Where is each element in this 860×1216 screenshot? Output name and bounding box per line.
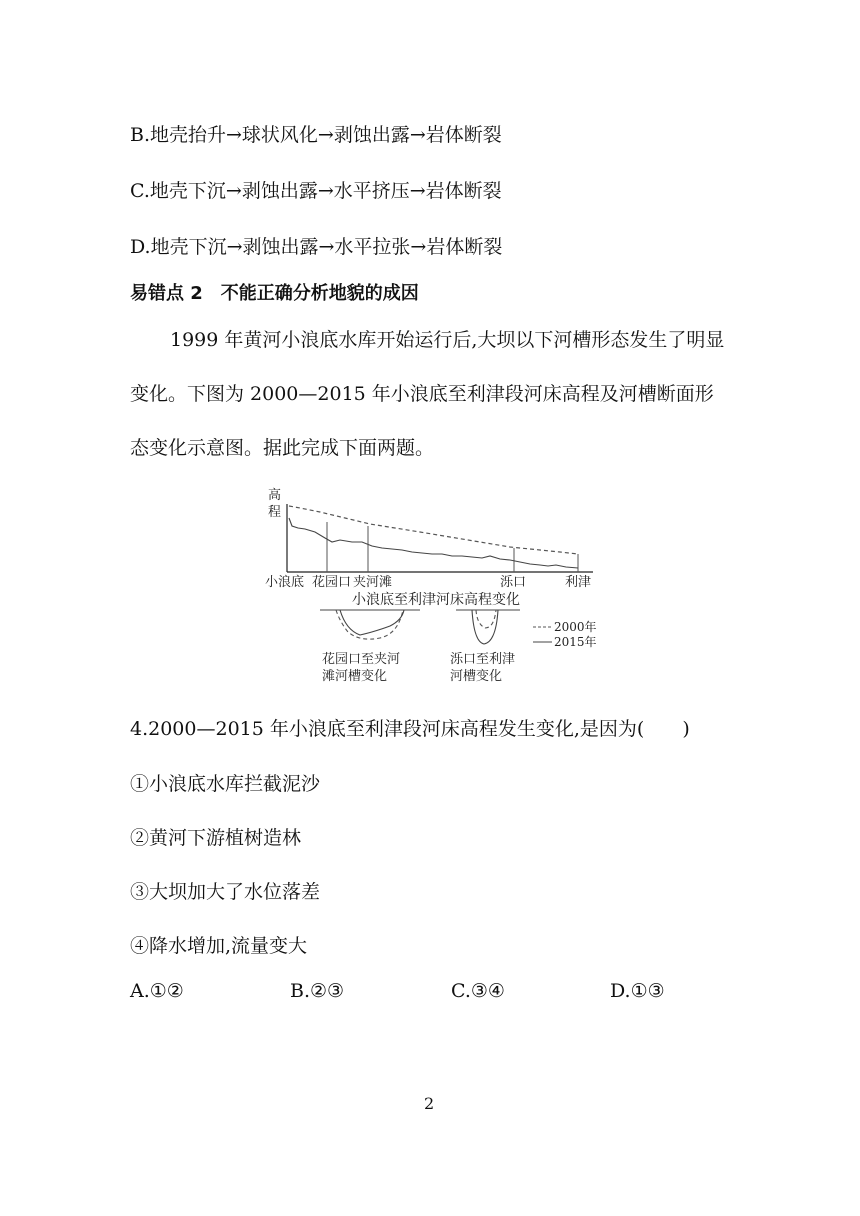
page-number: 2 — [424, 1094, 435, 1113]
choice-a: A.①② — [130, 980, 184, 1002]
y-axis-label-1: 高 — [268, 488, 282, 503]
option-c: C.地壳下沉→剥蚀出露→水平挤压→岩体断裂 — [130, 180, 502, 202]
question-item-3: ③大坝加大了水位落差 — [130, 881, 321, 903]
legend-2000-label: 2000年 — [554, 620, 597, 634]
figure-caption-main: 小浪底至利津河床高程变化 — [352, 592, 520, 608]
question-item-2: ②黄河下游植树造林 — [130, 827, 302, 849]
station-label-huayuankou: 花园口 — [312, 575, 352, 590]
choice-c: C.③④ — [451, 980, 505, 1002]
section1-caption-line1: 花园口至夹河 — [322, 652, 401, 667]
question-item-4: ④降水增加,流量变大 — [130, 935, 308, 957]
section-heading: 易错点 2 不能正确分析地貌的成因 — [130, 283, 419, 304]
option-b: B.地壳抬升→球状风化→剥蚀出露→岩体断裂 — [130, 124, 502, 146]
section2-caption-line1: 泺口至利津 — [450, 652, 516, 667]
choice-b: B.②③ — [290, 980, 345, 1002]
intro-paragraph: 1999 年黄河小浪底水库开始运行后,大坝以下河槽形态发生了明显变化。下图为 2000—2015 年小浪底至利津段河床高程及河槽断面形态变化示意图。据此完成下面两题。 — [130, 329, 725, 459]
station-label-xiaolangdi: 小浪底 — [265, 575, 305, 590]
section1-2015 — [340, 610, 404, 635]
choice-d: D.①③ — [610, 980, 665, 1002]
section2-2000 — [476, 610, 496, 628]
section1-caption-line2: 滩河槽变化 — [322, 669, 388, 684]
profile-2000 — [289, 506, 578, 554]
question-stem: 4.2000—2015 年小浪底至利津段河床高程发生变化,是因为( ) — [130, 718, 690, 740]
section2-2015 — [472, 610, 498, 644]
station-label-jiahetan: 夹河滩 — [353, 575, 393, 590]
profile-2015 — [289, 518, 578, 568]
y-axis-label-2: 程 — [268, 505, 282, 520]
riverbed-figure — [0, 482, 860, 692]
legend-2015-label: 2015年 — [554, 635, 597, 649]
station-label-luokou: 泺口 — [500, 575, 527, 590]
station-label-lijin: 利津 — [565, 575, 592, 590]
question-item-1: ①小浪底水库拦截泥沙 — [130, 773, 321, 795]
option-d: D.地壳下沉→剥蚀出露→水平拉张→岩体断裂 — [130, 236, 503, 258]
section2-caption-line2: 河槽变化 — [450, 669, 503, 684]
